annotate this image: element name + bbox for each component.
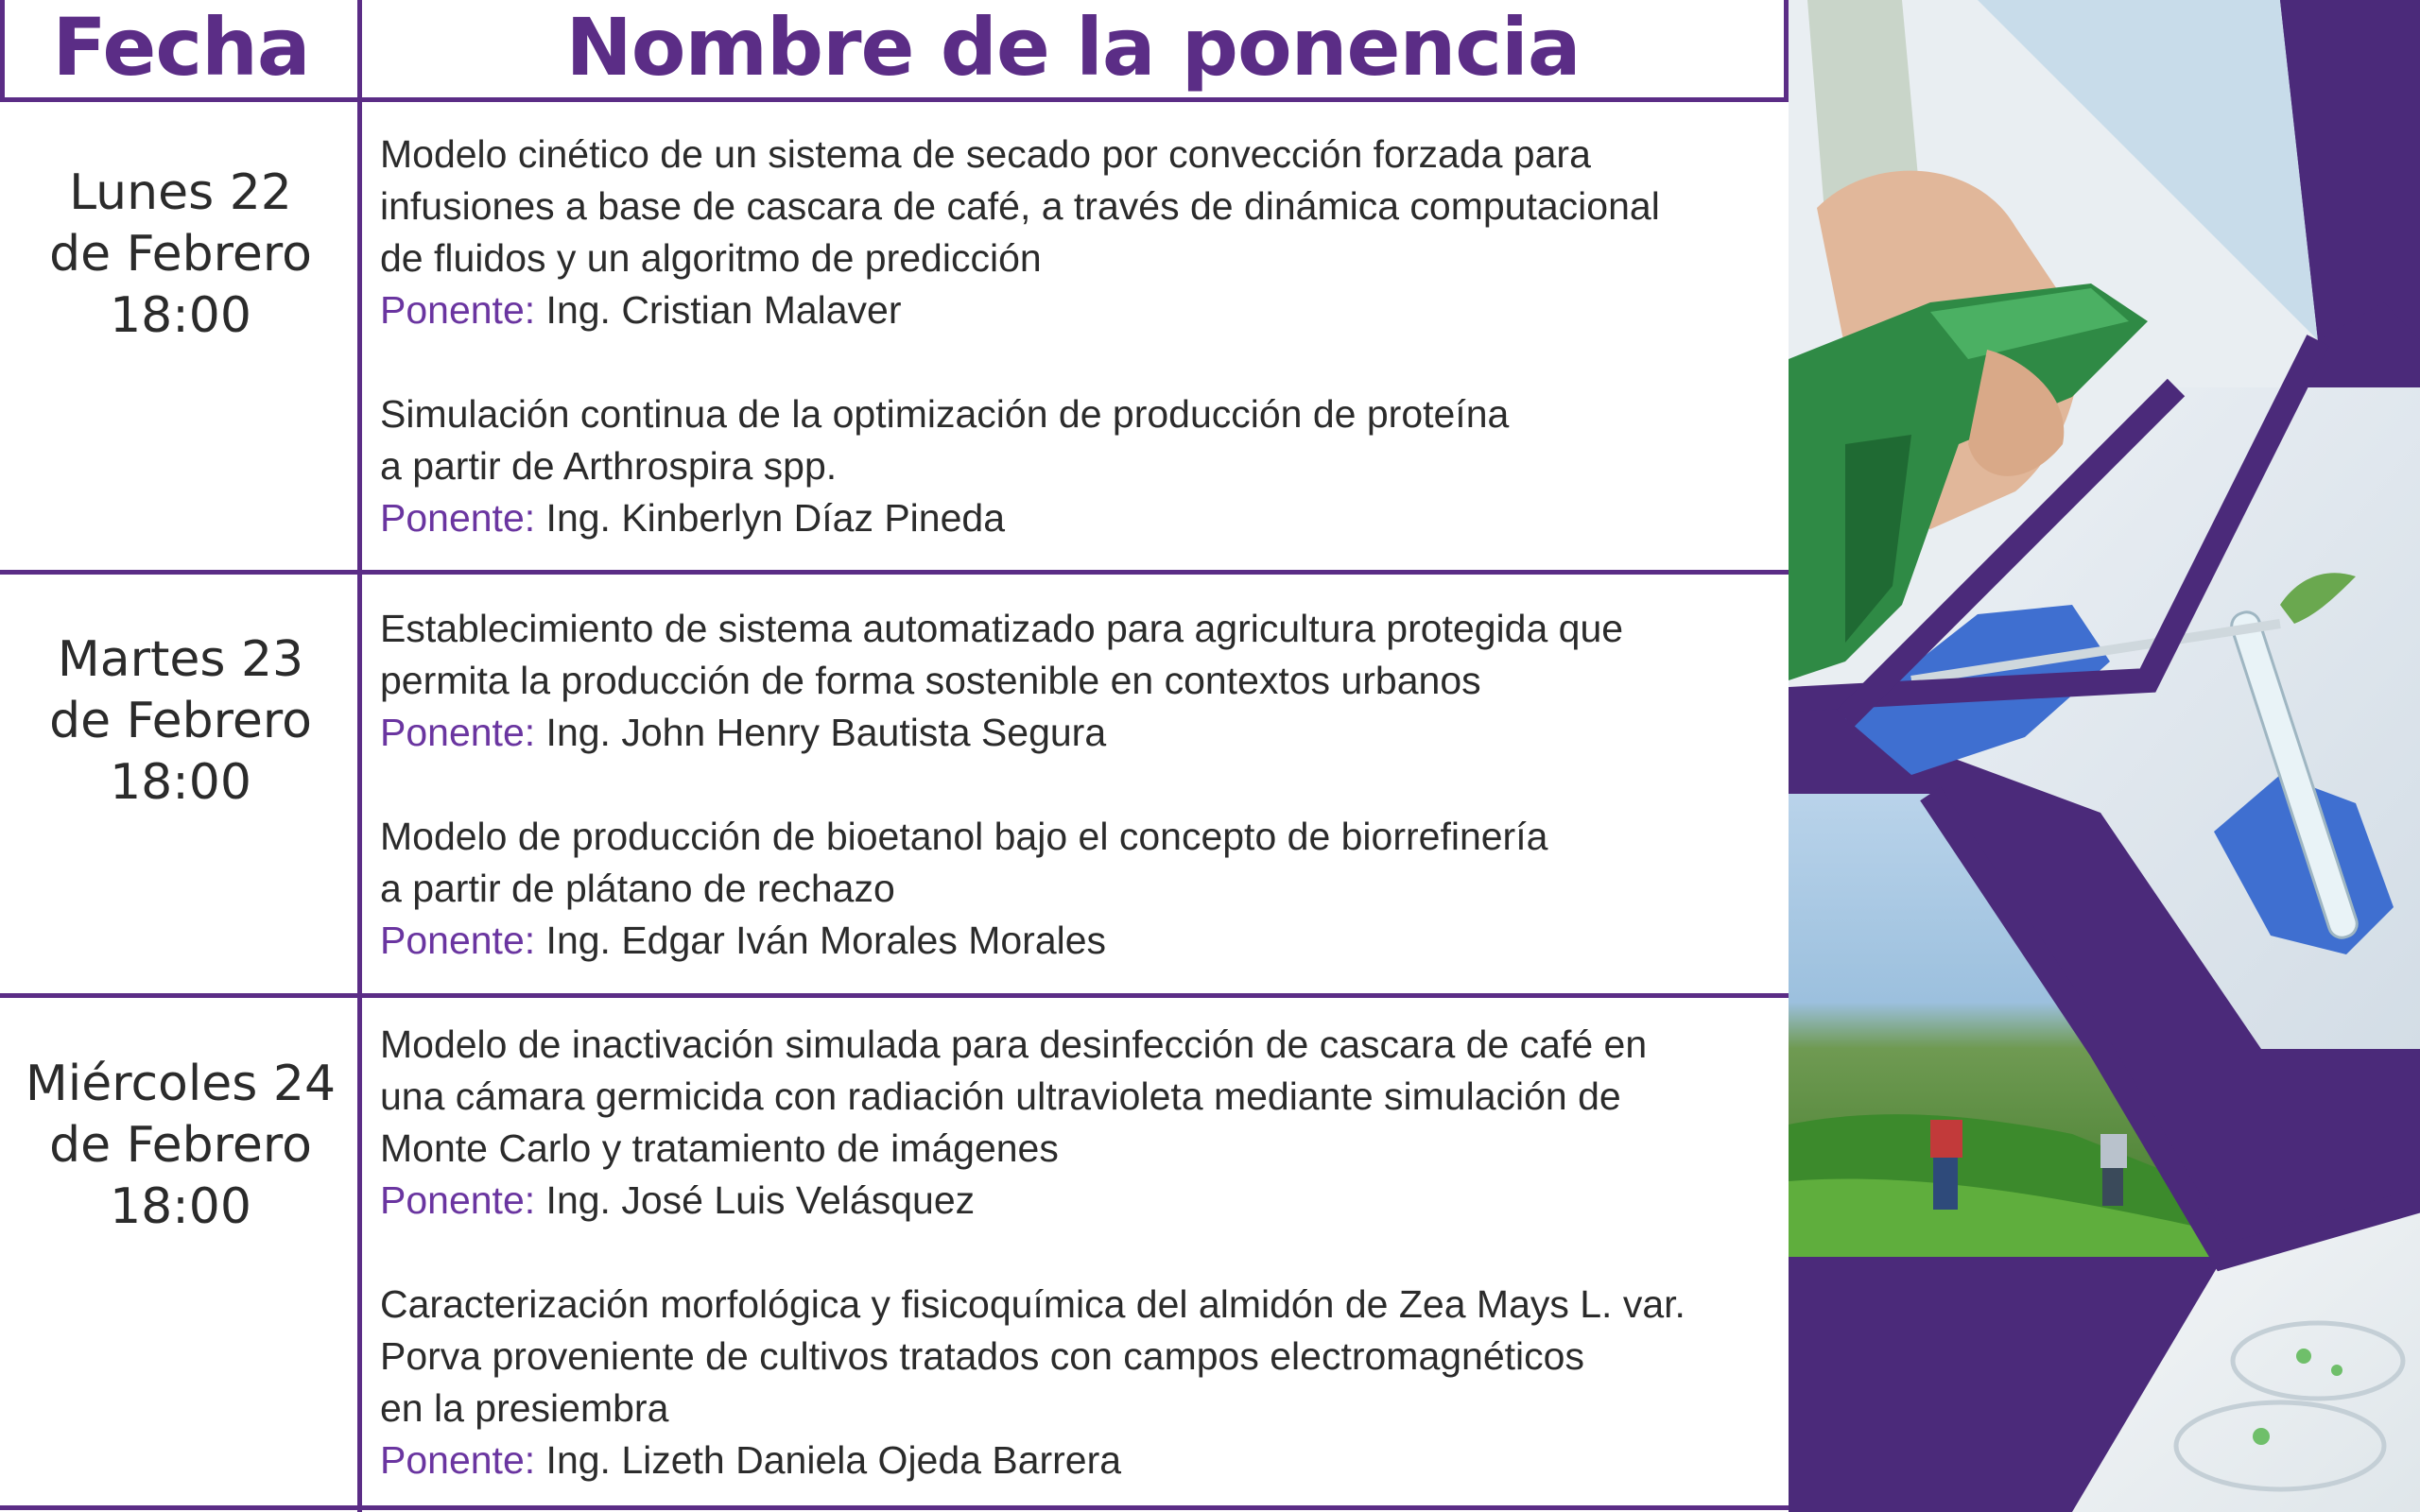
talks-cell-tuesday <box>380 603 1779 967</box>
talk-title-line: Porva proveniente de cultivos tratados con campos electromagnéticos <box>380 1334 1584 1378</box>
speaker-name: Ing. Edgar Iván Morales Morales <box>545 919 1107 962</box>
talk-title-line: infusiones a base de cascara de café, a través de dinámica computacional <box>380 184 1660 228</box>
talk-speaker <box>380 284 1779 336</box>
speaker-label: Ponente: <box>380 711 536 754</box>
talk-title-line: Modelo cinético de un sistema de secado por convección forzada para <box>380 132 1591 176</box>
talk-title-line: Modelo de producción de bioetanol bajo el concepto de biorrefinería <box>380 815 1548 858</box>
speaker-label: Ponente: <box>380 1438 536 1482</box>
date-time: 18:00 <box>110 287 251 344</box>
date-month: de Febrero <box>49 1117 312 1174</box>
date-day: Lunes 22 <box>69 164 292 221</box>
talk-title-line: Monte Carlo y tratamiento de imágenes <box>380 1126 1059 1170</box>
talk-title-line: de fluidos y un algoritmo de predicción <box>380 236 1042 280</box>
speaker-name: Ing. John Henry Bautista Segura <box>545 711 1107 754</box>
row-divider-1 <box>0 570 1789 575</box>
speaker-label: Ponente: <box>380 1178 536 1222</box>
talk-title-line: en la presiembra <box>380 1386 669 1430</box>
talk-title-line: Establecimiento de sistema automatizado para agricultura protegida que <box>380 607 1624 650</box>
talk-speaker <box>380 1175 1779 1227</box>
talk-speaker <box>380 915 1779 967</box>
speaker-name: Ing. Lizeth Daniela Ojeda Barrera <box>545 1438 1122 1482</box>
speaker-label: Ponente: <box>380 496 536 540</box>
date-month: de Febrero <box>49 693 312 749</box>
talk-item <box>380 1279 1779 1486</box>
date-day: Miércoles 24 <box>25 1056 337 1112</box>
talk-speaker <box>380 492 1779 544</box>
talk-item <box>380 129 1779 336</box>
photo-panel <box>1789 0 2420 1512</box>
speaker-name: Ing. Kinberlyn Díaz Pineda <box>545 496 1006 540</box>
talk-title-line: Caracterización morfológica y fisicoquímica del almidón de Zea Mays L. var. <box>380 1282 1685 1326</box>
talk-item <box>380 603 1779 759</box>
date-cell-monday <box>5 163 356 347</box>
date-month: de Febrero <box>49 226 312 283</box>
talk-item <box>380 811 1779 967</box>
speaker-label: Ponente: <box>380 288 536 332</box>
row-divider-2 <box>0 993 1789 998</box>
talk-speaker <box>380 707 1779 759</box>
column-divider <box>357 0 362 1512</box>
talk-item <box>380 1019 1779 1227</box>
date-cell-tuesday <box>5 629 356 814</box>
talk-title-line: permita la producción de forma sostenible en contextos urbanos <box>380 659 1481 702</box>
date-day: Martes 23 <box>57 631 304 688</box>
talk-title-line: Simulación continua de la optimización de producción de proteína <box>380 392 1510 436</box>
date-cell-wednesday <box>5 1054 356 1238</box>
talk-item <box>380 388 1779 544</box>
table-bottom-line <box>0 1505 1789 1510</box>
speaker-label: Ponente: <box>380 919 536 962</box>
date-time: 18:00 <box>110 754 251 811</box>
talk-title-line: Modelo de inactivación simulada para desinfección de cascara de café en <box>380 1022 1648 1066</box>
speaker-name: Ing. Cristian Malaver <box>545 288 902 332</box>
talk-title-line: a partir de plátano de rechazo <box>380 867 895 910</box>
speaker-name: Ing. José Luis Velásquez <box>545 1178 976 1222</box>
header-date: Fecha <box>52 1 310 94</box>
header-talk: Nombre de la ponencia <box>565 1 1581 94</box>
talk-speaker <box>380 1435 1779 1486</box>
talks-cell-monday <box>380 129 1779 544</box>
talk-title-line: una cámara germicida con radiación ultravioleta mediante simulación de <box>380 1074 1621 1118</box>
talks-cell-wednesday <box>380 1019 1779 1486</box>
date-time: 18:00 <box>110 1178 251 1235</box>
talk-title-line: a partir de Arthrospira spp. <box>380 444 838 488</box>
